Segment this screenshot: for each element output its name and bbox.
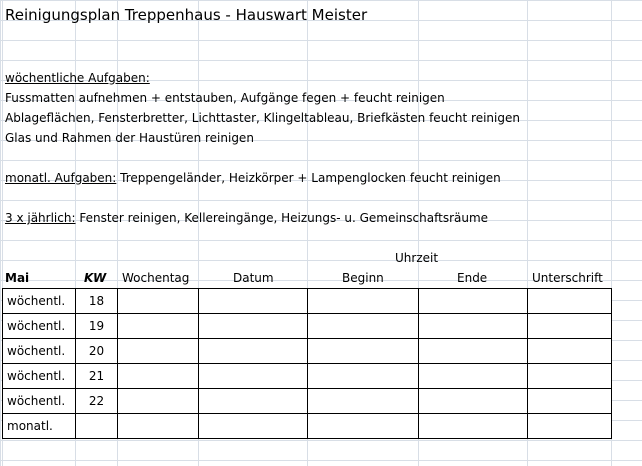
table-row (3, 389, 612, 414)
weekly-heading[interactable]: wöchentliche Aufgaben: (5, 71, 150, 85)
datum-cell[interactable] (199, 339, 308, 364)
row-label-cell[interactable]: wöchentl. (3, 389, 76, 414)
unterschrift-cell[interactable] (528, 289, 612, 314)
datum-cell[interactable] (199, 289, 308, 314)
yearly-heading: 3 x jährlich: (5, 211, 76, 225)
row-label-cell[interactable]: wöchentl. (3, 339, 76, 364)
beginn-cell[interactable] (308, 364, 419, 389)
unterschrift-cell[interactable] (528, 414, 612, 439)
wochentag-cell[interactable] (118, 314, 199, 339)
schedule-table (2, 288, 612, 439)
kw-cell[interactable]: 22 (76, 389, 118, 414)
wochentag-cell[interactable] (118, 414, 199, 439)
weekly-task-3[interactable]: Glas und Rahmen der Haustüren reinigen (5, 131, 254, 145)
unterschrift-cell[interactable] (528, 339, 612, 364)
monthly-heading: monatl. Aufgaben: (5, 171, 117, 185)
col-header-wochentag[interactable]: Wochentag (122, 271, 190, 285)
col-header-ende[interactable]: Ende (457, 271, 488, 285)
row-label-cell[interactable]: wöchentl. (3, 364, 76, 389)
beginn-cell[interactable] (308, 389, 419, 414)
uhrzeit-group-header[interactable]: Uhrzeit (395, 251, 439, 265)
wochentag-cell[interactable] (118, 389, 199, 414)
kw-cell[interactable]: 20 (76, 339, 118, 364)
kw-cell[interactable] (76, 414, 118, 439)
kw-cell[interactable]: 18 (76, 289, 118, 314)
yearly-tasks[interactable] (5, 208, 488, 228)
table-row (3, 339, 612, 364)
beginn-cell[interactable] (308, 414, 419, 439)
row-label-cell[interactable]: monatl. (3, 414, 76, 439)
wochentag-cell[interactable] (118, 339, 199, 364)
kw-cell[interactable]: 21 (76, 364, 118, 389)
weekly-task-1[interactable]: Fussmatten aufnehmen + entstauben, Aufgänge fegen + feucht reinigen (5, 91, 445, 105)
col-header-unterschrift[interactable]: Unterschrift (532, 271, 603, 285)
datum-cell[interactable] (199, 389, 308, 414)
col-header-beginn[interactable]: Beginn (342, 271, 384, 285)
col-header-kw[interactable]: KW (84, 271, 107, 285)
weekly-task-2[interactable]: Ablageflächen, Fensterbretter, Lichttaster, Klingeltableau, Briefkästen feucht reinigen (5, 111, 520, 125)
datum-cell[interactable] (199, 314, 308, 339)
col-header-mai[interactable]: Mai (5, 271, 30, 285)
datum-cell[interactable] (199, 414, 308, 439)
table-row (3, 289, 612, 314)
page-title[interactable]: Reinigungsplan Treppenhaus - Hauswart Meister (5, 6, 368, 24)
beginn-cell[interactable] (308, 339, 419, 364)
unterschrift-cell[interactable] (528, 314, 612, 339)
wochentag-cell[interactable] (118, 364, 199, 389)
table-row (3, 314, 612, 339)
ende-cell[interactable] (419, 339, 528, 364)
table-row (3, 364, 612, 389)
ende-cell[interactable] (419, 364, 528, 389)
col-header-datum[interactable]: Datum (233, 271, 274, 285)
beginn-cell[interactable] (308, 314, 419, 339)
datum-cell[interactable] (199, 364, 308, 389)
monthly-tasks[interactable] (5, 168, 501, 188)
table-row (3, 414, 612, 439)
kw-cell[interactable]: 19 (76, 314, 118, 339)
ende-cell[interactable] (419, 289, 528, 314)
ende-cell[interactable] (419, 314, 528, 339)
ende-cell[interactable] (419, 414, 528, 439)
unterschrift-cell[interactable] (528, 364, 612, 389)
ende-cell[interactable] (419, 389, 528, 414)
monthly-text: Treppengeländer, Heizkörper + Lampenglocken feucht reinigen (116, 171, 501, 185)
yearly-text: Fenster reinigen, Kellereingänge, Heizungs- u. Gemeinschaftsräume (75, 211, 489, 225)
wochentag-cell[interactable] (118, 289, 199, 314)
row-label-cell[interactable]: wöchentl. (3, 314, 76, 339)
row-label-cell[interactable]: wöchentl. (3, 289, 76, 314)
beginn-cell[interactable] (308, 289, 419, 314)
unterschrift-cell[interactable] (528, 389, 612, 414)
